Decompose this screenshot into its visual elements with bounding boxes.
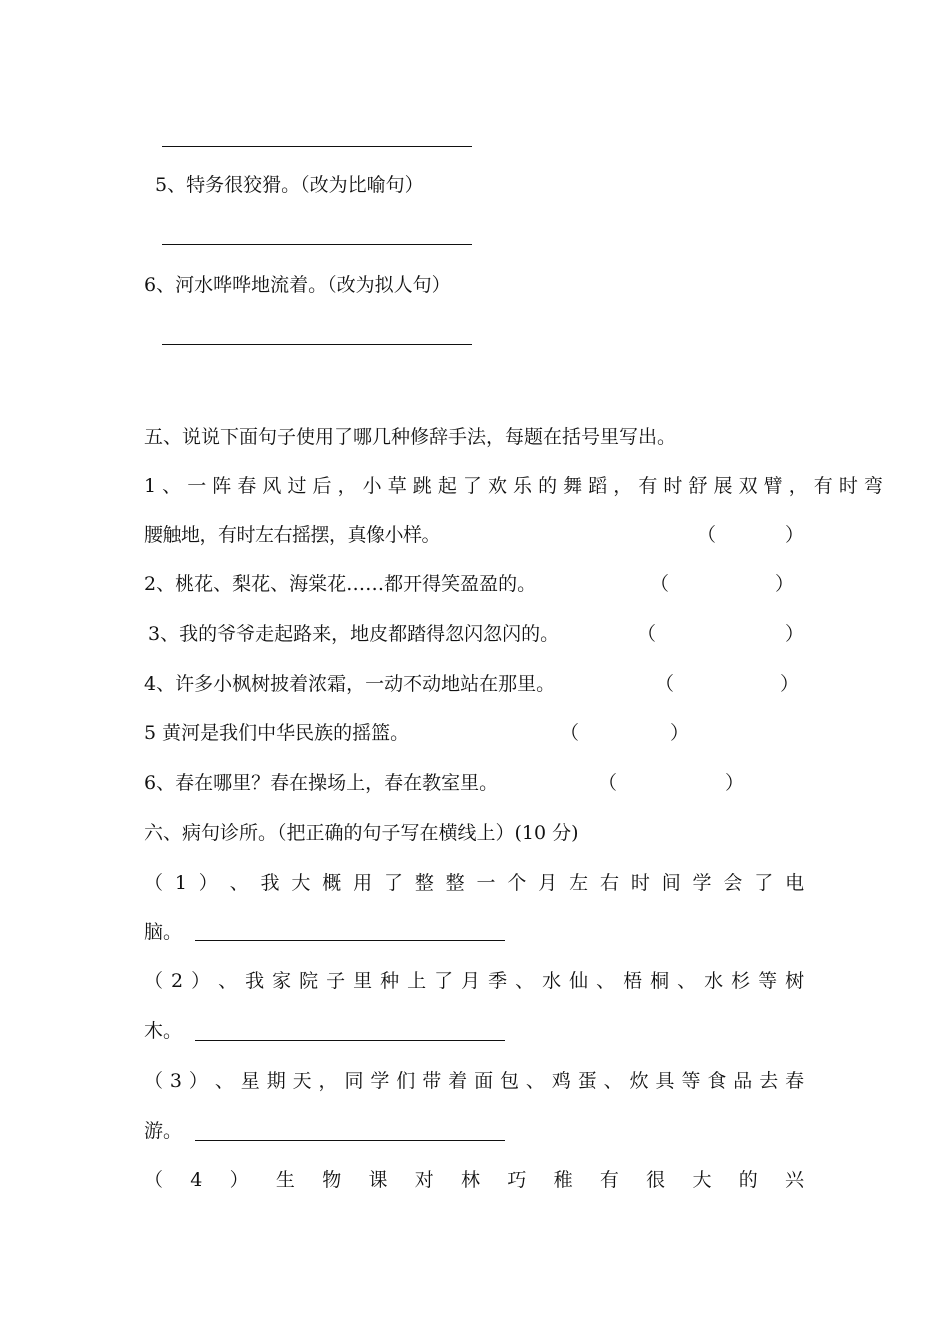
- answer-line[interactable]: [162, 344, 472, 345]
- answer-paren-open: （: [655, 673, 675, 695]
- question-5-3: 3、我的爷爷走起路来，地皮都踏得忽闪忽闪的。: [148, 623, 560, 645]
- answer-paren-open: （: [697, 524, 717, 546]
- answer-line[interactable]: [195, 1140, 505, 1141]
- answer-line[interactable]: [195, 1040, 505, 1041]
- answer-paren-close: ）: [785, 623, 805, 645]
- question-5-5: 5 黄河是我们中华民族的摇篮。: [144, 722, 410, 744]
- answer-line[interactable]: [195, 940, 505, 941]
- answer-line[interactable]: [162, 244, 472, 245]
- section-6-title: 六、病句诊所。（把正确的句子写在横线上）(10 分): [144, 822, 579, 844]
- answer-blank[interactable]: [720, 547, 780, 548]
- question-5-4: 4、许多小枫树披着浓霜，一动不动地站在那里。: [144, 673, 556, 695]
- question-5-2: 2、桃花、梨花、海棠花……都开得笑盈盈的。: [144, 573, 537, 595]
- question-5-1-line2: 腰触地，有时左右摇摆，真像小样。: [144, 524, 441, 546]
- answer-paren-close: ）: [670, 722, 690, 744]
- question-4-5: 5、特务很狡猾。（改为比喻句）: [155, 174, 424, 196]
- sentence-3-line1: （ 3 ） 、 星 期 天 ， 同 学 们 带 着 面 包 、 鸡 蛋 、 炊 具 等 食 品 去 春: [144, 1070, 805, 1092]
- sentence-2-line2: 木。: [144, 1020, 183, 1042]
- answer-line[interactable]: [162, 146, 472, 147]
- answer-paren-open: （: [650, 573, 670, 595]
- answer-paren-open: （: [598, 772, 618, 794]
- question-5-6: 6、春在哪里？春在操场上，春在教室里。: [144, 772, 499, 794]
- answer-paren-close: ）: [785, 524, 805, 546]
- answer-paren-open: （: [637, 623, 657, 645]
- sentence-1-line1: （ 1 ） 、 我 大 概 用 了 整 整 一 个 月 左 右 时 间 学 会 了 电: [144, 872, 805, 894]
- sentence-2-line1: （ 2 ） 、 我 家 院 子 里 种 上 了 月 季 、 水 仙 、 梧 桐 、 水 杉 等 树: [144, 970, 805, 992]
- answer-paren-close: ）: [725, 772, 745, 794]
- answer-paren-close: ）: [775, 573, 795, 595]
- sentence-4-line1: （ 4 ） 生 物 课 对 林 巧 稚 有 很 大 的 兴: [144, 1169, 805, 1191]
- question-5-1-line1: 1 、 一 阵 春 风 过 后 ， 小 草 跳 起 了 欢 乐 的 舞 蹈 ， 有 时 舒 展 双 臂 ， 有 时 弯: [144, 475, 883, 497]
- answer-paren-close: ）: [780, 673, 800, 695]
- answer-paren-open: （: [560, 722, 580, 744]
- section-5-title: 五、说说下面句子使用了哪几种修辞手法，每题在括号里写出。: [144, 426, 677, 448]
- question-4-6: 6、河水哗哗地流着。（改为拟人句）: [144, 274, 451, 296]
- sentence-3-line2: 游。: [144, 1120, 183, 1142]
- sentence-1-line2: 脑。: [144, 921, 183, 943]
